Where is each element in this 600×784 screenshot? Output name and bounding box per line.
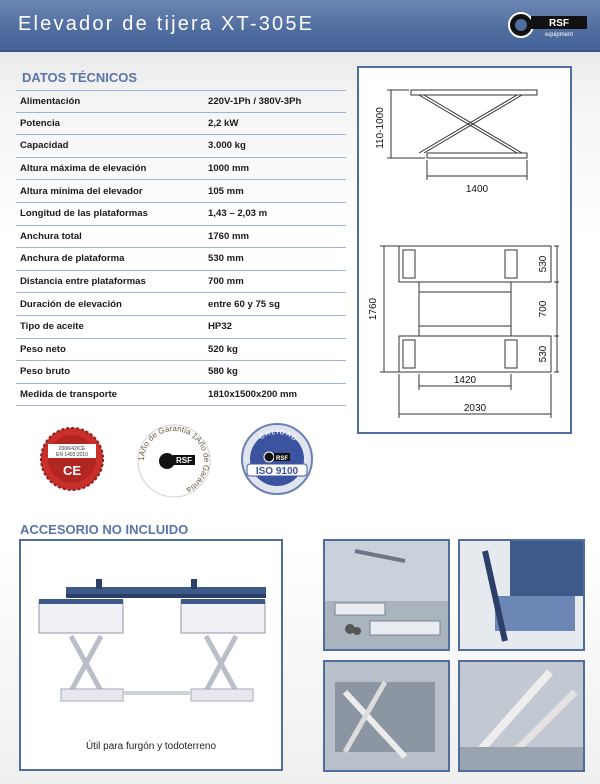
warranty-brand: RSF	[176, 456, 192, 465]
spec-label: Anchura de plataforma	[20, 253, 125, 265]
thumbnail-2-illustration	[460, 541, 583, 649]
spec-label: Distancia entre plataformas	[20, 276, 146, 288]
spec-row	[16, 203, 346, 226]
rsf-logo	[507, 10, 589, 40]
spec-value: 1000 mm	[208, 163, 250, 175]
spec-label: Medida de transporte	[20, 389, 118, 401]
specs-table	[16, 90, 346, 406]
drawing-svg	[359, 68, 570, 432]
thumbnail-1-illustration	[325, 541, 448, 649]
spec-row	[16, 339, 346, 362]
iso-brand: RSF	[276, 456, 288, 462]
logo-subtext: equipment	[544, 32, 574, 38]
thumbnail-photo-1	[323, 539, 450, 651]
accessory-illustration	[21, 541, 281, 737]
spec-row	[16, 158, 346, 181]
spec-value: 530 mm	[208, 253, 244, 265]
spec-row	[16, 90, 346, 113]
spec-label: Altura máxima de elevación	[20, 163, 147, 175]
spec-row	[16, 271, 346, 294]
ce-mark: CE	[62, 463, 82, 478]
accessory-title: ACCESORIO NO INCLUIDO	[20, 522, 189, 537]
spec-value: HP32	[208, 321, 232, 333]
spec-value: entre 60 y 75 sg	[208, 298, 280, 310]
header-bar	[0, 0, 600, 52]
dim-gap: 700	[538, 300, 549, 318]
spec-label: Duración de elevación	[20, 298, 122, 310]
thumbnail-3-illustration	[325, 662, 448, 770]
spec-label: Peso neto	[20, 343, 66, 355]
spec-row	[16, 293, 346, 316]
spec-value: 3.000 kg	[208, 140, 246, 152]
ce-line-1: 2006/42/CE	[58, 446, 86, 452]
dim-platform-2: 530	[538, 345, 549, 363]
spec-label: Alimentación	[20, 95, 81, 107]
spec-value: 220V-1Ph / 380V-3Ph	[208, 95, 302, 107]
thumbnail-photo-3	[323, 660, 450, 772]
technical-drawing	[357, 66, 572, 434]
dim-side-length: 1400	[465, 184, 489, 195]
spec-row	[16, 113, 346, 136]
spec-label: Tipo de aceite	[20, 321, 84, 333]
iso-top-text: CALIDAD	[258, 428, 299, 444]
ce-line-2: EN 1493:2010	[56, 452, 88, 458]
spec-row	[16, 226, 346, 249]
spec-row	[16, 384, 346, 407]
iso-label: ISO 9100	[255, 466, 299, 477]
spec-value: 1760 mm	[208, 230, 250, 242]
dim-side-height: 110-1000	[375, 107, 386, 149]
spec-value: 2,2 kW	[208, 117, 239, 129]
page-title: Elevador de tijera XT-305E	[18, 13, 315, 35]
spec-row	[16, 180, 346, 203]
iso-seal	[238, 420, 316, 498]
spec-value: 520 kg	[208, 343, 238, 355]
dim-platform-1: 530	[538, 255, 549, 273]
logo-text: RSF	[549, 18, 569, 29]
spec-label: Anchura total	[20, 230, 82, 242]
spec-label: Altura mínima del elevador	[20, 185, 143, 197]
specs-title: DATOS TÉCNICOS	[22, 70, 138, 85]
spec-label: Longitud de las plataformas	[20, 208, 148, 220]
dim-outer-length: 2030	[463, 403, 487, 414]
spec-value: 700 mm	[208, 276, 244, 288]
spec-value: 580 kg	[208, 366, 238, 378]
accessory-photo	[19, 539, 283, 771]
spec-label: Peso bruto	[20, 366, 71, 378]
spec-value: 105 mm	[208, 185, 244, 197]
spec-row	[16, 361, 346, 384]
warranty-ring-text: 1Año de Garantía 1Año de Garantía	[136, 423, 212, 495]
thumbnail-4-illustration	[460, 662, 583, 770]
spec-value: 1,43 – 2,03 m	[208, 208, 268, 220]
dim-inner-length: 1420	[453, 375, 477, 386]
spec-value: 1810x1500x200 mm	[208, 389, 298, 401]
spec-label: Potencia	[20, 117, 60, 129]
thumbnail-photo-4	[458, 660, 585, 772]
spec-row	[16, 316, 346, 339]
thumbnail-photo-2	[458, 539, 585, 651]
accessory-caption: Útil para furgón y todoterreno	[85, 741, 217, 752]
spec-row	[16, 135, 346, 158]
dim-top-width: 1760	[368, 297, 379, 321]
ce-seal	[38, 425, 106, 493]
warranty-seal	[133, 420, 215, 502]
spec-label: Capacidad	[20, 140, 69, 152]
spec-row	[16, 248, 346, 271]
